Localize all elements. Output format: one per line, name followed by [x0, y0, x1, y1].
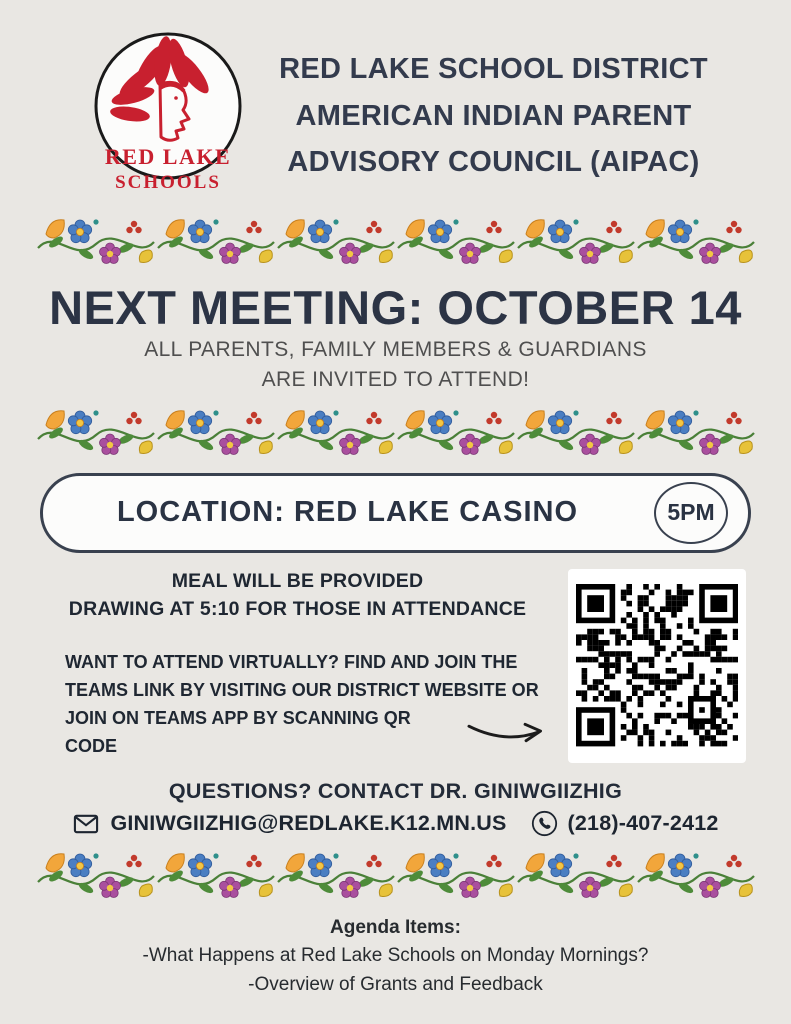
meal-line: MEAL WILL BE PROVIDED: [171, 569, 424, 592]
contact-email: GINIWGIIZHIG@REDLAKE.K12.MN.US: [110, 811, 507, 836]
agenda-item: -Overview of Grants and Feedback: [248, 973, 543, 995]
contact-row: [0, 810, 791, 838]
logo-line1: RED LAKE: [104, 144, 232, 169]
email-icon: [72, 810, 100, 838]
virtual-line: TEAMS LINK BY VISITING OUR DISTRICT WEBSITE OR: [65, 680, 539, 701]
details-section: [45, 567, 746, 765]
details-text: [45, 567, 550, 761]
location-banner: [40, 473, 751, 553]
floral-border-bottom: [0, 846, 791, 906]
contact-heading: QUESTIONS? CONTACT DR. GINIWGIIZHIG: [168, 778, 623, 803]
meeting-headline: NEXT MEETING: OCTOBER 14: [49, 281, 742, 334]
floral-border-top: [0, 212, 791, 272]
title-line: ADVISORY COUNCIL (AIPAC): [287, 146, 700, 179]
invite-line-2: ARE INVITED TO ATTEND!: [261, 367, 530, 391]
phone-icon: [531, 810, 558, 837]
drawing-line: DRAWING AT 5:10 FOR THOSE IN ATTENDANCE: [68, 597, 527, 620]
time-badge: 5PM: [654, 482, 728, 544]
title-line: AMERICAN INDIAN PARENT: [295, 99, 692, 132]
agenda-heading: Agenda Items:: [330, 916, 461, 938]
contact-phone: (218)-407-2412: [567, 811, 719, 836]
virtual-instructions: [45, 649, 550, 761]
agenda-section: [0, 914, 791, 1000]
arrow-icon: [467, 720, 550, 746]
agenda-item: -What Happens at Red Lake Schools on Monday Mornings?: [142, 945, 649, 967]
floral-border-middle: [0, 403, 791, 463]
virtual-line: JOIN ON TEAMS APP BY SCANNING QR CODE: [65, 707, 411, 756]
qr-code: [568, 569, 746, 763]
invite-line-1: ALL PARENTS, FAMILY MEMBERS & GUARDIANS: [144, 338, 647, 361]
logo-line2: SCHOOLS: [115, 172, 222, 193]
logo-graphic: [83, 28, 253, 204]
flyer-title: [279, 46, 708, 187]
red-lake-schools-logo: [83, 28, 253, 204]
location-label: LOCATION: RED LAKE CASINO: [116, 496, 579, 529]
virtual-line: WANT TO ATTEND VIRTUALLY? FIND AND JOIN THE: [65, 652, 518, 673]
header: [0, 0, 791, 204]
title-line: RED LAKE SCHOOL DISTRICT: [279, 52, 708, 85]
